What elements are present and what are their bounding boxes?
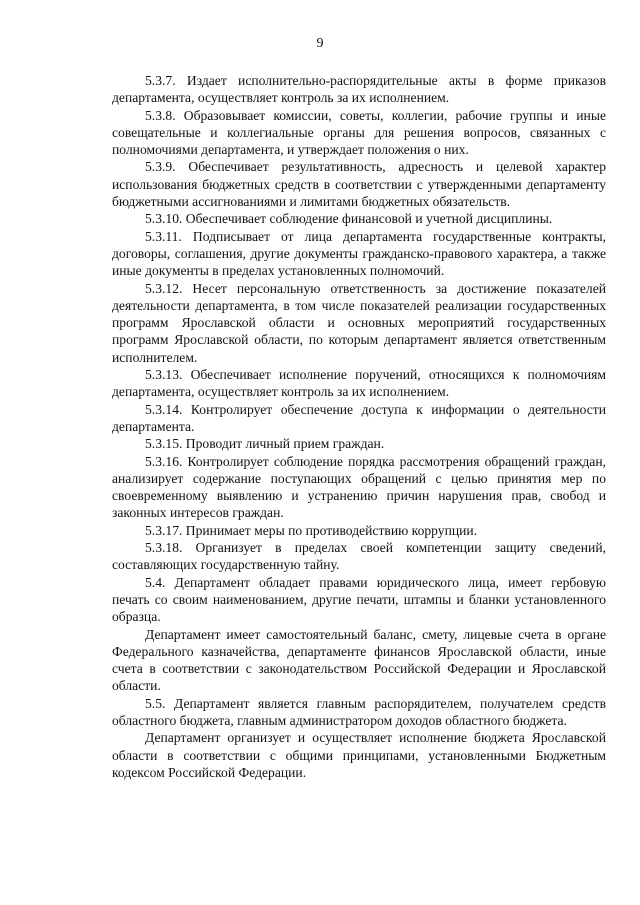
- paragraph-5-3-7: 5.3.7. Издает исполнительно-распорядительные акты в форме приказов департамента, осуществляет контроль за их исполнением.: [112, 73, 606, 106]
- paragraph-5-3-12: 5.3.12. Несет персональную ответственность за достижение показателей деятельности департамента, в том числе показателей реализации государственных программ Ярославской области и основных мероприятий государственных программ Ярославской области, по которым департамент является ответственным исполнителем.: [112, 280, 606, 365]
- paragraph-5-3-16: 5.3.16. Контролирует соблюдение порядка рассмотрения обращений граждан, анализирует содержание поступающих обращений с целью принятия мер по своевременному выявлению и устранению причин нарушения прав, свобод и законных интересов граждан.: [112, 453, 606, 521]
- paragraph-5-4: 5.4. Департамент обладает правами юридического лица, имеет гербовую печать со своим наименованием, другие печати, штампы и бланки установленного образца.: [112, 574, 606, 625]
- paragraph-balance: Департамент имеет самостоятельный баланс, смету, лицевые счета в органе Федерального казначейства, департаменте финансов Ярославской области, иные счета в соответствии с законодательством Российской Федерации и Ярославской области.: [112, 626, 606, 694]
- paragraph-5-3-17: 5.3.17. Принимает меры по противодействию коррупции.: [145, 522, 478, 538]
- paragraph-5-3-8: 5.3.8. Образовывает комиссии, советы, коллегии, рабочие группы и иные совещательные и коллегиальные органы для решения вопросов, связанных с полномочиями департамента, и утверждает положения о них.: [112, 107, 606, 158]
- paragraph-5-3-15: 5.3.15. Проводит личный прием граждан.: [145, 436, 385, 452]
- paragraph-5-5: 5.5. Департамент является главным распорядителем, получателем средств областного бюджета, главным администратором доходов областного бюджета.: [112, 695, 606, 728]
- paragraph-5-3-10: 5.3.10. Обеспечивает соблюдение финансовой и учетной дисциплины.: [145, 211, 553, 227]
- paragraph-budget-execution: Департамент организует и осуществляет исполнение бюджета Ярославской области в соответствии с общими принципами, установленными Бюджетным кодексом Российской Федерации.: [112, 730, 606, 780]
- page-number: 9: [316, 36, 324, 51]
- paragraph-5-3-11: 5.3.11. Подписывает от лица департамента государственные контракты, договоры, соглашения, другие документы гражданско-правового характера, а также иные документы в пределах установленных полномочий.: [112, 228, 606, 279]
- paragraph-5-3-13: 5.3.13. Обеспечивает исполнение поручений, относящихся к полномочиям департамента, осуществляет контроль за их исполнением.: [112, 367, 606, 400]
- paragraph-5-3-18: 5.3.18. Организует в пределах своей компетенции защиту сведений, составляющих государственную тайну.: [112, 540, 606, 573]
- paragraph-5-3-9: 5.3.9. Обеспечивает результативность, адресность и целевой характер использования бюджетных средств в соответствии с утвержденными департаменту бюджетными ассигнованиями и лимитами бюджетных обязательств.: [112, 159, 606, 210]
- document-body: [112, 72, 606, 781]
- paragraph-5-3-14: 5.3.14. Контролирует обеспечение доступа к информации о деятельности департамента.: [112, 401, 606, 434]
